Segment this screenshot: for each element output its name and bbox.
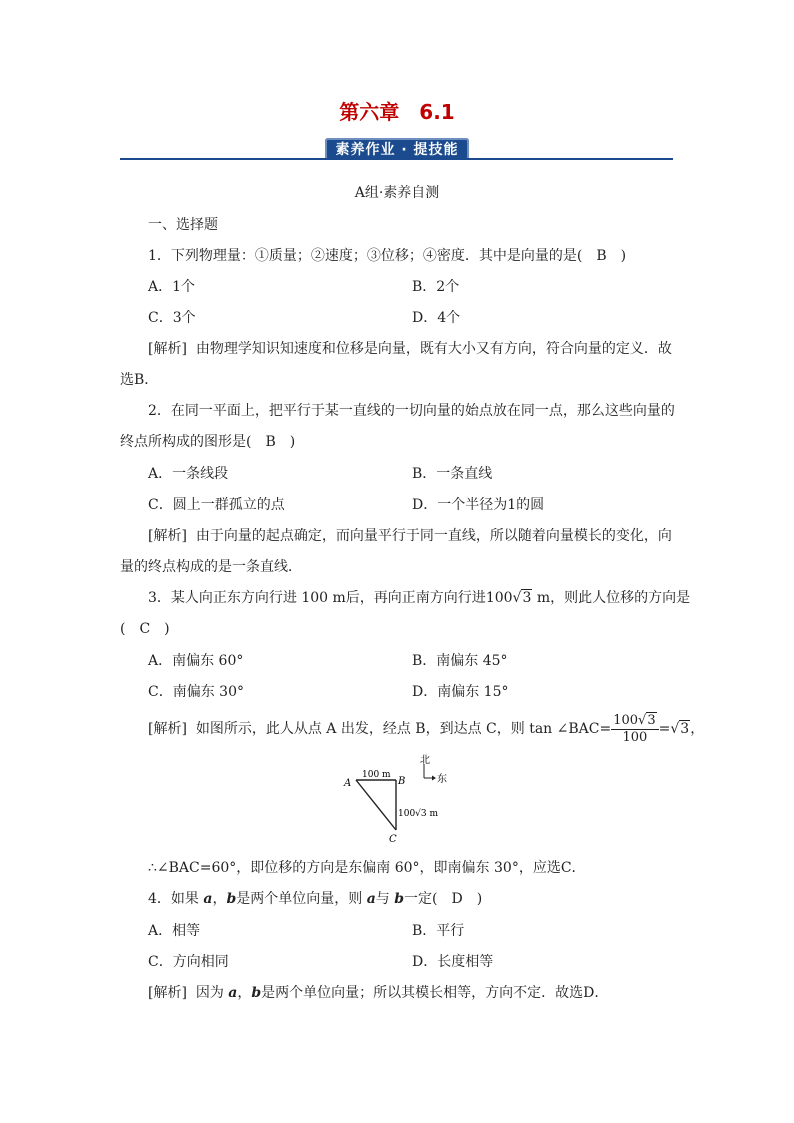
q3-stem-number: 100 xyxy=(485,590,513,606)
q4-analysis-tag: [解析] xyxy=(148,985,187,1001)
q3-stem: 3．某人向正东方向行进 100 m后，再向正南方向行进100√3 m，则此人位移的方向是 xyxy=(148,590,691,606)
q4-analysis-text: 因为 xyxy=(195,985,229,1001)
equals-sign: = xyxy=(658,721,671,737)
q4-option-b: B．平行 xyxy=(412,923,465,939)
q1-analysis-cont: 选B． xyxy=(120,372,159,388)
q3-option-a: A．南偏东 60° xyxy=(148,653,244,669)
vector-a: a xyxy=(203,891,213,907)
label-ab-length: 100 m xyxy=(362,770,391,780)
q4-stem-text: 4．如果 xyxy=(148,891,204,907)
q3-stem-text: 3．某人向正东方向行进 100 m后，再向正南方向行进 xyxy=(148,590,486,606)
label-c: C xyxy=(389,834,397,844)
q4-analysis xyxy=(148,984,608,1002)
q2-option-d: D．一个半径为1的圆 xyxy=(412,497,545,513)
q4-option-c: C．方向相同 xyxy=(148,954,229,970)
q3-stem-radicand: 3 xyxy=(522,590,532,606)
q3-conclusion: ∴∠BAC=60°，即位移的方向是东偏南 60°，即南偏东 30°，应选C． xyxy=(148,860,586,876)
q3-stem-cont: ( C ) xyxy=(120,621,170,637)
q2-analysis-tag: [解析] xyxy=(148,528,187,544)
q3-option-b: B．南偏东 45° xyxy=(412,653,508,669)
section-title: 一、选择题 xyxy=(148,217,218,233)
label-bc-length: 100√3 m xyxy=(398,809,439,819)
q2-stem: 2．在同一平面上，把平行于某一直线的一切向量的始点放在同一点，那么这些向量的 xyxy=(148,403,675,419)
q4-analysis-end: 是两个单位向量；所以其模长相等，方向不定．故选D． xyxy=(261,985,609,1001)
q4-stem-end: 一定( D ) xyxy=(404,891,483,907)
vector-b: b xyxy=(251,985,262,1001)
q1-option-b: B．2个 xyxy=(412,279,460,295)
q4-stem xyxy=(148,890,482,908)
q1-option-a: A．1个 xyxy=(148,279,196,295)
q4-option-d: D．长度相等 xyxy=(412,954,494,970)
q1-stem: 1．下列物理量：①质量；②速度；③位移；④密度．其中是向量的是( B ) xyxy=(148,248,627,264)
q3-analysis: [解析] 如图所示，此人从点 A 出发，经点 B，到达点 C，则 tan ∠BAC= $\frac{100√3}{100}$ =√3， xyxy=(148,712,705,745)
q4-option-a: A．相等 xyxy=(148,923,201,939)
title-divider xyxy=(120,158,673,160)
fraction-numerator: 100 xyxy=(613,712,639,728)
q2-option-b: B．一条直线 xyxy=(412,466,493,482)
segment-ac xyxy=(356,780,396,830)
result-radicand: 3 xyxy=(680,721,690,737)
q2-analysis-text: 由于向量的起点确定，而向量平行于同一直线，所以随着向量模长的变化，向 xyxy=(195,528,672,544)
q3-option-d: D．南偏东 15° xyxy=(412,684,509,700)
result-comma: ， xyxy=(690,721,705,737)
q4-separator: ， xyxy=(212,891,227,907)
q1-option-d: D．4个 xyxy=(412,310,461,326)
q3-option-c: C．南偏东 30° xyxy=(148,684,244,700)
q4-stem-with: 与 xyxy=(375,891,395,907)
q1-option-c: C．3个 xyxy=(148,310,196,326)
vector-a: a xyxy=(366,891,376,907)
q4-stem-mid: 是两个单位向量，则 xyxy=(236,891,367,907)
q3-analysis-text: 如图所示，此人从点 A 出发，经点 B，到达点 C，则 tan ∠BAC= xyxy=(195,721,612,737)
q1-analysis-text: 由物理学知识知速度和位移是向量，既有大小又有方向，符合向量的定义．故 xyxy=(195,341,672,357)
q2-stem-cont: 终点所构成的图形是( B ) xyxy=(120,434,296,450)
vector-a: a xyxy=(228,985,238,1001)
vector-b: b xyxy=(394,891,405,907)
q2-analysis-cont: 量的终点构成的是一条直线． xyxy=(120,559,302,575)
label-b: B xyxy=(398,776,406,787)
displacement-figure xyxy=(336,752,466,844)
q3-stem-text-end: m，则此人位移的方向是 xyxy=(532,590,691,606)
fraction-denominator: 100 xyxy=(622,729,648,745)
q1-analysis-tag: [解析] xyxy=(148,341,187,357)
q1-analysis xyxy=(148,340,672,358)
label-a: A xyxy=(344,778,352,789)
fraction-radicand: 3 xyxy=(647,712,656,728)
q2-option-c: C．圆上一群孤立的点 xyxy=(148,497,285,513)
chapter-title: 第六章 6.1 xyxy=(339,100,455,124)
vector-b: b xyxy=(226,891,237,907)
label-east: 东 xyxy=(437,774,447,785)
q4-analysis-separator: ， xyxy=(237,985,252,1001)
section-banner: 素养作业 · 提技能 xyxy=(325,138,469,160)
q2-analysis xyxy=(148,527,672,545)
q2-option-a: A．一条线段 xyxy=(148,466,229,482)
q3-fraction: $\frac{100√3}{100}$ xyxy=(611,713,658,746)
east-arrow-icon xyxy=(432,776,436,781)
group-title: A组·素养自测 xyxy=(354,185,440,201)
q3-analysis-tag: [解析] xyxy=(148,721,187,737)
label-north: 北 xyxy=(420,755,430,766)
